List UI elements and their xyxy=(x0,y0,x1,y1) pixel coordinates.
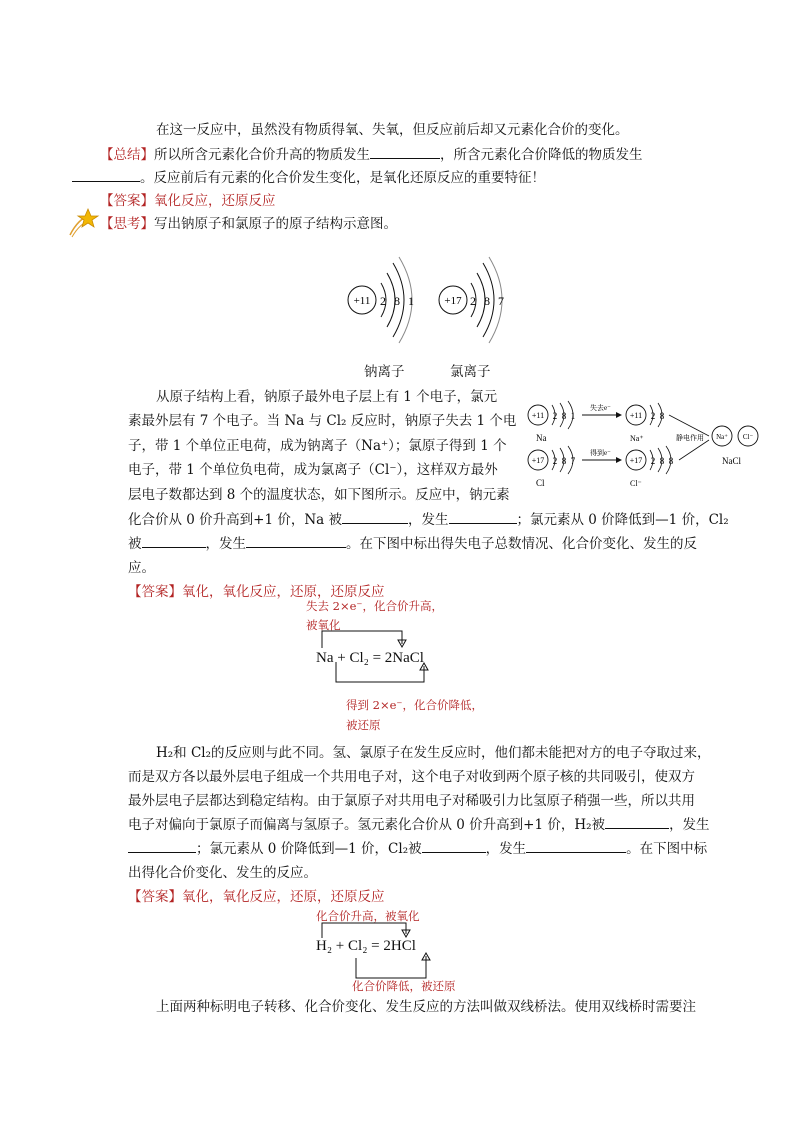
blank-9 xyxy=(422,840,486,853)
eq2-formula: H₂ + Cl₂ = 2HCl xyxy=(316,938,416,954)
fig-cl-nucleus: +17 xyxy=(531,456,545,465)
summary-text-c: 。反应前后有元素的化合价发生变化，是氧化还原反应的重要特征！ xyxy=(140,170,545,186)
think-line xyxy=(100,212,397,232)
fig-force-label: 静电作用 xyxy=(676,434,704,442)
blank-8 xyxy=(128,840,196,853)
para2-l6b: ，发生 xyxy=(408,512,449,528)
blank-3 xyxy=(342,511,408,524)
star-icon xyxy=(68,205,102,243)
fig-na-ion-label: Na⁺ xyxy=(630,434,644,443)
fig-na-ion-shell-2: 8 xyxy=(659,411,665,421)
eq1-top-note: 失去 2×e⁻，化合价升高， xyxy=(306,599,443,613)
think-text: 写出钠原子和氯原子的原子结构示意图。 xyxy=(154,216,397,232)
para3-line-2: 而是双方各以最外层电子组成一个共用电子对，这个电子对收到两个原子核的共同吸引，使双方 xyxy=(128,769,695,785)
fig-na-ion-shell-1: 2 xyxy=(650,411,656,421)
para2-line-2: 素最外层有 7 个电子。当 Na 与 Cl₂ 反应时，钠原子失去 1 个电 xyxy=(128,413,517,429)
eq2-top-note: 化合价升高，被氧化 xyxy=(316,909,420,923)
para2-line-8: 应。 xyxy=(128,560,155,576)
eq1-top-note-2: 被氧化 xyxy=(306,618,341,632)
blank-10 xyxy=(526,840,626,853)
summary-text-a: 所以所含元素化合价升高的物质发生 xyxy=(154,147,370,163)
para3-line-5 xyxy=(128,837,707,857)
fig-cl-ion-label: Cl⁻ xyxy=(630,479,642,488)
fig-cl-ion-shell-1: 2 xyxy=(650,456,656,466)
fig-cl-shell-2: 8 xyxy=(561,456,567,466)
summary-line-2 xyxy=(72,166,545,186)
fig-gain-label: 得到e⁻ xyxy=(590,449,611,457)
fig-bubble-cl: Cl⁻ xyxy=(742,433,754,441)
blank-1 xyxy=(370,146,440,159)
fig-cl-shell-3: 7 xyxy=(570,456,576,466)
nacl-formation-diagram xyxy=(524,400,774,495)
para3-l5c: 。在下图中标 xyxy=(626,841,708,857)
para2-line-1: 从原子结构上看，钠原子最外电子层上有 1 个电子，氯元 xyxy=(156,389,498,405)
eq1-formula: Na + Cl₂ = 2NaCl xyxy=(316,650,424,666)
answer-2 xyxy=(128,580,385,600)
na-shell-1: 2 xyxy=(380,294,386,308)
blank-4 xyxy=(449,511,517,524)
fig-na-ion-nucleus: +11 xyxy=(629,411,643,420)
para2-line-5: 层电子数都达到 8 个的温度状态，如下图所示。反应中，钠元素 xyxy=(128,487,510,503)
answer-tag: 【答案】 xyxy=(100,193,154,209)
summary-text-b: ，所含元素化合价降低的物质发生 xyxy=(440,147,643,163)
summary-tag: 【总结】 xyxy=(100,147,154,163)
answer-tag: 【答案】 xyxy=(128,889,182,905)
eq1-bottom-note-2: 被还原 xyxy=(346,718,381,732)
fig-bubble-na: Na⁺ xyxy=(716,433,728,441)
para2-l7c: 。在下图中标出得失电子总数情况、化合价变化、发生的反 xyxy=(346,536,697,552)
cl-shell-3: 7 xyxy=(498,294,504,308)
atom-label-na: 钠离子 xyxy=(364,364,405,380)
na-nucleus: +11 xyxy=(353,295,371,307)
cl-atom xyxy=(439,257,504,343)
fig-cl-shell-1: 2 xyxy=(552,456,558,466)
para2-line-4: 电子，带 1 个单位负电荷，成为氯离子（Cl⁻），这样双方最外 xyxy=(128,462,498,478)
paragraph-intro: 在这一反应中，虽然没有物质得氧、失氧，但反应前后却又元素化合价的变化。 xyxy=(156,122,629,138)
para3-line-3: 最外层电子层都达到稳定结构。由于氯原子对共用电子对稀吸引力比氢原子稍强一些，所以共用 xyxy=(128,793,695,809)
blank-5 xyxy=(142,535,206,548)
para3-line-4 xyxy=(128,813,710,833)
fig-cl-label: Cl xyxy=(536,478,545,488)
fig-na-label: Na xyxy=(536,433,547,443)
na-atom xyxy=(348,257,414,343)
answer-tag: 【答案】 xyxy=(128,584,182,600)
think-tag: 【思考】 xyxy=(100,216,154,232)
answer-text: 氧化，氧化反应，还原，还原反应 xyxy=(182,889,385,905)
para3-l4b: ，发生 xyxy=(669,817,710,833)
fig-lose-label: 失去e⁻ xyxy=(590,404,611,412)
eq1-bottom-note: 得到 2×e⁻，化合价降低， xyxy=(346,698,483,712)
na-shell-3: 1 xyxy=(408,294,414,308)
fig-cl-ion-shell-3: 8 xyxy=(668,456,674,466)
blank-7 xyxy=(605,816,669,829)
atom-structure-diagram xyxy=(335,255,535,350)
fig-cl-ion-shell-2: 8 xyxy=(659,456,665,466)
para2-line-7 xyxy=(128,532,697,552)
para2-l7b: ，发生 xyxy=(205,536,246,552)
fig-na-shell-3: 1 xyxy=(570,411,576,421)
fig-cl-ion-nucleus: +17 xyxy=(629,456,643,465)
fig-na-shell-1: 2 xyxy=(552,411,558,421)
para3-l5b: ，发生 xyxy=(485,841,527,857)
answer-1 xyxy=(100,189,276,209)
fig-na-nucleus: +11 xyxy=(531,411,545,420)
para2-line-3: 子，带 1 个单位正电荷，成为钠离子（Na⁺）；氯原子得到 1 个 xyxy=(128,438,507,454)
para2-l7a: 被 xyxy=(128,536,142,552)
fig-na-shell-2: 8 xyxy=(561,411,567,421)
para3-line-6: 出得化合价变化、发生的反应。 xyxy=(128,865,317,881)
fig-product-label: NaCl xyxy=(722,456,741,466)
blank-6 xyxy=(246,535,346,548)
para3-l4a: 电子对偏向于氯原子而偏离与氢原子。氢元素化合价从 0 价升高到+1 价，H₂被 xyxy=(128,817,606,833)
na-shell-2: 8 xyxy=(394,294,400,308)
cl-shell-2: 8 xyxy=(484,294,490,308)
answer-text: 氧化反应，还原反应 xyxy=(154,193,276,209)
blank-2 xyxy=(72,169,140,182)
cl-shell-1: 2 xyxy=(470,294,476,308)
summary-line-1 xyxy=(100,143,643,163)
atom-label-cl: 氯离子 xyxy=(450,364,491,380)
eq2-bottom-note: 化合价降低，被还原 xyxy=(352,979,456,993)
cl-nucleus: +17 xyxy=(444,295,462,307)
para3-l5a: ；氯元素从 0 价降低到—1 价，Cl₂被 xyxy=(196,841,422,857)
answer-text: 氧化，氧化反应，还原，还原反应 xyxy=(182,584,385,600)
para2-l6c: ；氯元素从 0 价降低到—1 价，Cl₂ xyxy=(516,512,729,528)
para2-line-6 xyxy=(128,508,729,528)
para-last: 上面两种标明电子转移、化合价变化、发生反应的方法叫做双线桥法。使用双线桥时需要注 xyxy=(156,999,696,1015)
para3-line-1: H₂和 Cl₂的反应则与此不同。氢、氯原子在发生反应时，他们都未能把对方的电子夺取过来， xyxy=(156,745,711,761)
para2-l6a: 化合价从 0 价升高到+1 价，Na 被 xyxy=(128,512,343,528)
answer-3 xyxy=(128,885,385,905)
